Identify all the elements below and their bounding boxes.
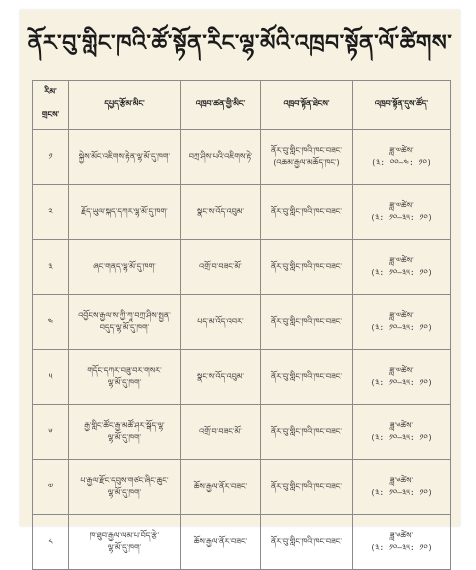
row-title-line: ལྷ་མོ་དུ་ཁག་ (107, 433, 142, 442)
row-title-line: པ་རྒྱལ་རྫོང་དབུས་གཙང་ཞིང་ཆུང་ (80, 476, 169, 485)
row-title-cell (69, 405, 181, 460)
row-date: ཟླ་༧ཚེས་ (389, 201, 414, 210)
row-venue-cell (261, 240, 353, 295)
row-number: ༥ (48, 372, 53, 381)
row-title-line: གདོང་དཀར་བཟུ་བར་གསར་ (87, 366, 162, 375)
table-row (33, 405, 451, 460)
row-title-line: འབྱོངས་རྒྱལ་ས་ཀྱི་ཀཱ་བཀྲ་ཤིས་སྤྱན་ (78, 311, 171, 320)
header-title: དཔྱད་རྩོམ་མིང་ (69, 81, 181, 130)
row-date: ཟླ་༧ཚེས་ (389, 256, 414, 265)
row-drama-line: ཆོས་རྒྱལ་ནོར་བཟང་ (193, 537, 248, 546)
row-date: ཟླ་༧ཚེས་ (389, 146, 414, 155)
row-number-cell (33, 295, 69, 350)
row-title-cell (69, 130, 181, 185)
row-number: ༢ (48, 207, 53, 216)
row-drama-cell (181, 460, 261, 515)
header-time: འཁྲབ་སྟོན་དུས་ཚོད་ (353, 81, 451, 130)
row-title-line: ལྷ་མོ་དུ་ཁག་ (107, 543, 142, 552)
row-time-cell (353, 130, 451, 185)
table-row (33, 130, 451, 185)
table-row (33, 240, 451, 295)
row-period: (༣: ༠༠—༤: ༡༠) (371, 158, 432, 167)
row-venue-line: ནོར་བུ་གླིང་ཁའི་ཁང་བཟང་ (270, 427, 343, 436)
row-drama-cell (181, 515, 261, 570)
row-venue-line: ནོར་བུ་གླིང་ཁའི་ཁང་བཟང་ (270, 207, 343, 216)
row-time-cell (353, 405, 451, 460)
row-venue-line: ནོར་བུ་གླིང་ཁའི་ཁང་བཟང་ (270, 537, 343, 546)
row-date: ཟླ་༦ཚེས་ (389, 531, 414, 540)
row-period: (༣: ༡༠—༣༥: ༡༠) (370, 378, 433, 387)
document-title: ནོར་བུ་གླིང་ཁའི་ཚོ་སྟོན་རིང་ལྷ་མོའི་འཁྲབ་སྟོན་ལོ་ཚིགས་ (27, 30, 453, 56)
row-title-line: སྐྱེས་མོང་འཇིགས་རྟེན་ལྷ་མོ་དུ་ཁག་ (78, 152, 171, 161)
row-title-line: ལྷ་མོ་དུ་ཁག་ (107, 488, 142, 497)
row-number-cell (33, 350, 69, 405)
row-venue-cell (261, 515, 353, 570)
row-time-cell (353, 350, 451, 405)
row-time-cell (353, 295, 451, 350)
row-venue-line: ནོར་བུ་གླིང་ཁའི་ཁང་བཟང་ (270, 372, 343, 381)
row-venue-cell (261, 295, 353, 350)
row-venue-cell (261, 460, 353, 515)
schedule-table (32, 80, 451, 570)
row-venue-line: ནོར་བུ་གླིང་ཁའི་ཁང་བཟང་ (270, 146, 343, 155)
document-sheet (20, 10, 460, 552)
row-number-cell (33, 185, 69, 240)
table-row (33, 515, 451, 570)
row-title-cell (69, 460, 181, 515)
row-title-cell (69, 295, 181, 350)
row-drama-line: འགྲོ་བ་བཟང་མོ་ (199, 427, 242, 436)
row-title-cell (69, 185, 181, 240)
row-venue-line: (འཆམ་རྒྱལ་མཆོད་ཁང་) (273, 158, 340, 167)
row-drama-cell (181, 405, 261, 460)
row-title-line: རྗོད་ཡུལ་སྐད་དཀར་ལྷ་མོ་དུ་ཁག་ (81, 207, 168, 216)
header-drama: འཁྲབ་ཚན་གྱི་མིང་ (181, 81, 261, 130)
row-title-cell (69, 240, 181, 295)
row-title-line: བདུད་ལྷ་མོ་དུ་ཁག་ (99, 323, 150, 332)
table-row (33, 185, 451, 240)
row-number: ༧ (47, 482, 54, 491)
row-venue-cell (261, 130, 353, 185)
row-drama-line: བཀྲ་ཤིས་པའི་འཇིགས་རྟེ་ (188, 152, 253, 161)
row-number-cell (33, 130, 69, 185)
row-number-cell (33, 515, 69, 570)
row-number: ༨ (48, 537, 53, 546)
row-number-cell (33, 405, 69, 460)
row-number: ༣ (48, 262, 53, 271)
row-period: (༣: ༡༠—༣༥: ༡༠) (370, 543, 433, 552)
row-drama-cell (181, 295, 261, 350)
row-date: ཟླ་༧ཚེས་ (389, 311, 414, 320)
row-title-line: ལྷ་མོ་དུ་ཁག་ (107, 378, 142, 387)
row-title-cell (69, 515, 181, 570)
row-number: ༤ (47, 317, 54, 326)
row-drama-cell (181, 185, 261, 240)
row-title-line: ཁ་ཐུབ་རྒྱལ་ལམ་པ་བོད་རྩེ་ (89, 531, 160, 540)
row-drama-line: སྣང་ས་འོད་འབུམ་ (196, 207, 245, 216)
row-title-line: ཞང་གནད་ལྷ་མོ་དུ་ཁག་ (93, 262, 156, 271)
row-period: (༣: ༡༠—༣༥: ༡༠) (370, 213, 433, 222)
header-venue: འཁྲབ་སྟོན་ཐེངས་ (261, 81, 353, 130)
row-date: ཟླ་༧ཚེས་ (389, 366, 414, 375)
row-date: ཟླ་༦ཚེས་ (389, 476, 414, 485)
row-venue-line: ནོར་བུ་གླིང་ཁའི་ཁང་བཟང་ (270, 317, 343, 326)
table-row (33, 350, 451, 405)
row-time-cell (353, 515, 451, 570)
row-drama-cell (181, 240, 261, 295)
row-date: ཟླ་༦ཚེས་ (389, 421, 414, 430)
row-number-cell (33, 460, 69, 515)
row-title-cell (69, 350, 181, 405)
row-title-line: རྒྱ་གླིང་ཚོང་རྒྱ་མཚོ་ཤར་སྒོད་ལྷ་ (84, 421, 165, 430)
row-number-cell (33, 240, 69, 295)
table-body (33, 130, 451, 570)
row-venue-cell (261, 350, 353, 405)
row-drama-cell (181, 350, 261, 405)
row-period: (༣: ༡༠—༣༥: ༡༠) (370, 488, 433, 497)
row-venue-cell (261, 405, 353, 460)
row-number: ༡ (48, 152, 53, 161)
row-drama-line: ཆོས་རྒྱལ་ནོར་བཟང་ (193, 482, 248, 491)
row-drama-line: སྣང་ས་འོད་འབུམ་ (196, 372, 245, 381)
row-venue-line: ནོར་བུ་གླིང་ཁའི་ཁང་བཟང་ (270, 262, 343, 271)
row-time-cell (353, 460, 451, 515)
row-venue-cell (261, 185, 353, 240)
row-time-cell (353, 185, 451, 240)
row-number: ༦ (48, 427, 53, 436)
row-period: (༣: ༡༠—༣༥: ༡༠) (370, 323, 433, 332)
row-period: (༣: ༡༠—༣༥: ༡༠) (370, 433, 433, 442)
table-row (33, 460, 451, 515)
row-drama-line: པད་མ་འོད་འབར་ (197, 317, 244, 326)
row-period: (༣: ༡༠—༣༥: ༡༠) (370, 268, 433, 277)
header-number: རིམ་ གྲངས་ (33, 81, 69, 130)
row-drama-line: འགྲོ་བ་བཟང་མོ་ (199, 262, 242, 271)
table-row (33, 295, 451, 350)
row-drama-cell (181, 130, 261, 185)
row-venue-line: ནོར་བུ་གླིང་ཁའི་ཁང་བཟང་ (270, 482, 343, 491)
table-header-row (33, 81, 451, 130)
row-time-cell (353, 240, 451, 295)
